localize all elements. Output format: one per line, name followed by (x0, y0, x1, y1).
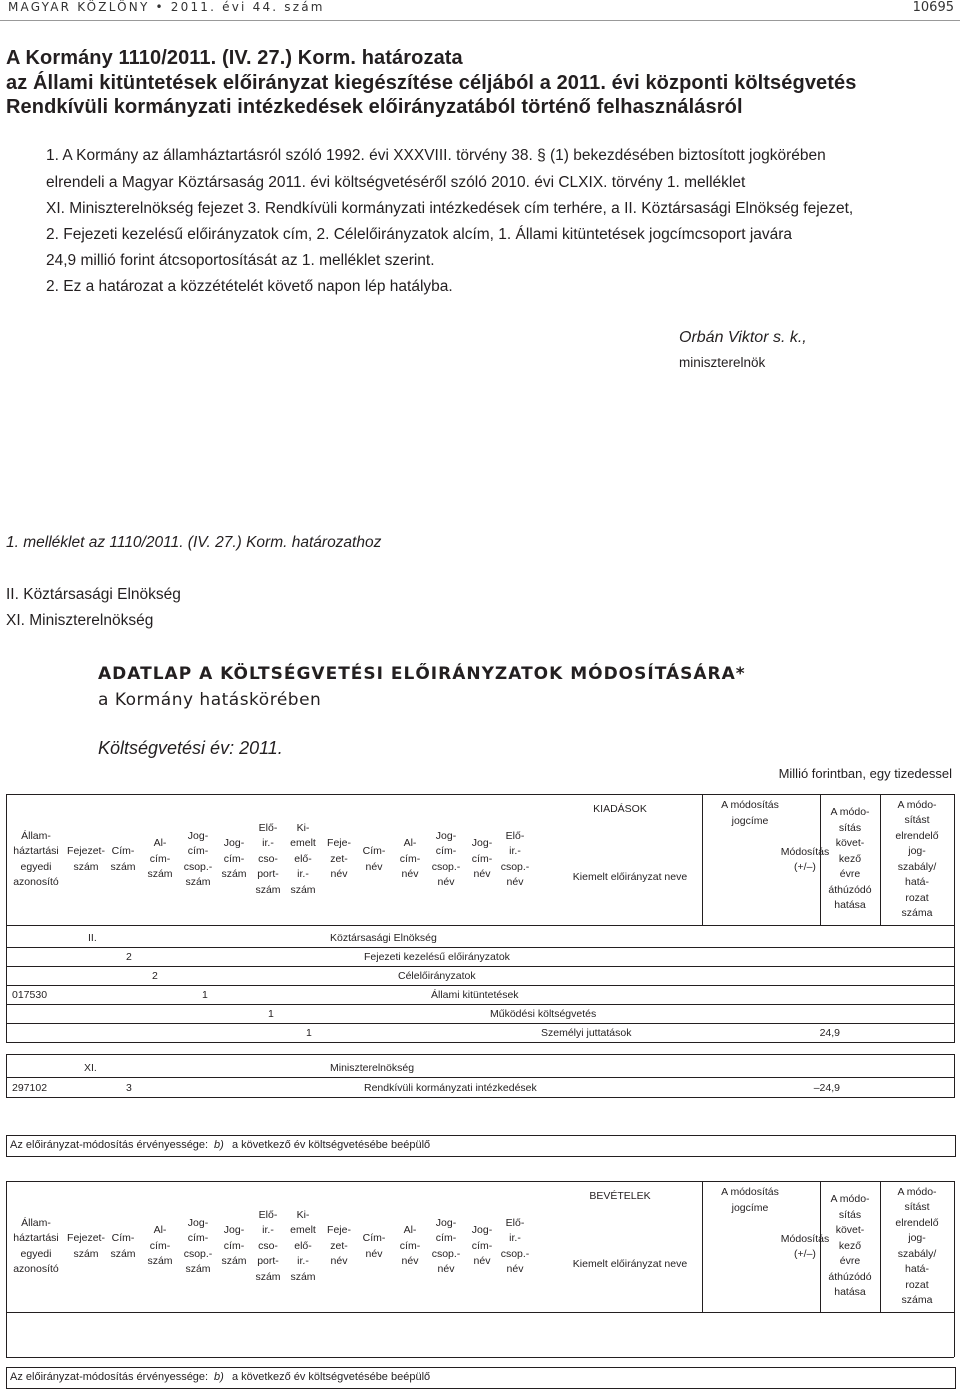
column-header-col4: Al- cím- szám (147, 1224, 173, 1268)
column-header-col1: Állam- háztartási egyedi azonosító (13, 1216, 59, 1275)
column-header-col14: Elő- ir.- csop.- név (500, 1216, 530, 1275)
column-header-modositas: Módosítás (+/–) (780, 845, 830, 873)
table-side-border (6, 1054, 7, 1098)
page-number: 10695 (912, 0, 954, 15)
section-top-border (6, 1054, 954, 1055)
column-header-col5: Jog- cím- csop.- szám (183, 829, 213, 888)
column-header-col2: Fejezet- szám (67, 1232, 105, 1260)
row-separator (6, 985, 954, 986)
body-line-3: XI. Miniszterelnökség fejezet 3. Rendkívüli kormányzati intézkedések cím terhére, a II. Köztársasági Elnökség fejezet, (46, 200, 854, 217)
cell-eic: 1 (268, 1008, 274, 1020)
header-bottom-border (6, 925, 954, 926)
form-title: ADATLAP A KÖLTSÉGVETÉSI ELŐIRÁNYZATOK MÓDOSÍTÁSÁRA* (98, 664, 746, 684)
cell-fejezet: XI. (84, 1062, 97, 1074)
column-header-col5: Jog- cím- csop.- szám (183, 1216, 213, 1275)
title-line-3: Rendkívüli kormányzati intézkedések előirányzatából történő felhasználásról (6, 96, 743, 118)
validity-label: Az előirányzat-módosítás érvényessége: (10, 1371, 209, 1383)
cell-alcim: 2 (152, 970, 158, 982)
column-header-modositas: Módosítás (+/–) (780, 1232, 830, 1260)
row-separator (6, 1077, 954, 1078)
row-value: 24,9 (819, 1027, 840, 1039)
column-header-col3: Cím- szám (110, 845, 136, 873)
table-side-border (6, 1312, 7, 1357)
table-side-border (954, 1312, 955, 1357)
section-ii: II. Köztársasági Elnökség (6, 586, 181, 603)
header-bottom-border (6, 1312, 954, 1313)
column-header-col9: Feje- zet- név (327, 1224, 351, 1268)
column-header-col13: Jog- cím- név (471, 837, 493, 881)
column-header-col1: Állam- háztartási egyedi azonosító (13, 829, 59, 888)
row-separator (6, 1023, 954, 1024)
validity-label: Az előirányzat-módosítás érvényessége: (10, 1139, 209, 1151)
validity-box-1 (6, 1135, 956, 1157)
row-name: Működési költségvetés (490, 1008, 597, 1020)
signature-role: miniszterelnök (679, 355, 766, 370)
cell-kie: 1 (306, 1027, 312, 1039)
table-side-border (954, 925, 955, 1043)
annex-title: 1. melléklet az 1110/2011. (IV. 27.) Korm. határozathoz (6, 534, 382, 551)
column-header-col6: Jog- cím- szám (221, 1224, 247, 1268)
validity-text: a következő év költségvetésébe beépülő (232, 1139, 431, 1151)
header-rule (0, 20, 960, 21)
title-line-1: A Kormány 1110/2011. (IV. 27.) Korm. határozata (6, 47, 463, 69)
row-separator (6, 1004, 954, 1005)
column-header-col11: Al- cím- név (399, 1224, 421, 1268)
section-xi: XI. Miniszterelnökség (6, 612, 154, 629)
section-header-kiadasok: KIADÁSOK (593, 803, 647, 815)
cell-azon: 017530 (12, 989, 48, 1001)
journal-header: MAGYAR KÖZLÖNY • 2011. évi 44. szám (8, 0, 325, 14)
body-line-1: 1. A Kormány az államháztartásról szóló 1992. évi XXXVIII. törvény 38. § (1) bekezdésében biztosított jogkörében (46, 147, 826, 164)
column-header-col14: Elő- ir.- csop.- név (500, 829, 530, 888)
row-name: Köztársasági Elnökség (330, 932, 437, 944)
row-separator (6, 947, 954, 948)
column-header-col2: Fejezet- szám (67, 845, 105, 873)
body-line-5: 24,9 millió forint átcsoportosítását az 1. melléklet szerint. (46, 252, 435, 269)
body-line-6: 2. Ez a határozat a közzétételét követő napon lép hatályba. (46, 278, 453, 295)
budget-year: Költségvetési év: 2011. (98, 738, 283, 758)
signature-name: Orbán Viktor s. k., (679, 329, 807, 346)
cell-azon: 297102 (12, 1082, 48, 1094)
column-header-athuzodo: A módo- sítás követ- kező évre áthúzódó hatása (828, 806, 872, 912)
table-top-border (6, 794, 954, 795)
row-separator (6, 966, 954, 967)
column-header-col6: Jog- cím- szám (221, 837, 247, 881)
cell-cim: 3 (126, 1082, 132, 1094)
table-side-border (954, 1054, 955, 1098)
column-header-col10: Cím- név (362, 845, 386, 873)
cell-jcs: 1 (202, 989, 208, 1001)
cell-cim: 2 (126, 951, 132, 963)
validity-option: b) (214, 1139, 224, 1151)
validity-box-2 (6, 1367, 956, 1389)
row-separator (6, 1097, 954, 1098)
column-header-athuzodo: A módo- sítás követ- kező évre áthúzódó hatása (828, 1193, 872, 1299)
row-name: Személyi juttatások (541, 1027, 632, 1039)
row-name: Miniszterelnökség (330, 1062, 415, 1074)
column-header-col9: Feje- zet- név (327, 837, 351, 881)
column-header-col7: Elő- ir.- cso- port- szám (255, 1208, 281, 1283)
column-header-kiemelt: Kiemelt előirányzat neve (572, 1257, 688, 1270)
column-header-kiemelt: Kiemelt előirányzat neve (572, 870, 688, 883)
column-header-col4: Al- cím- szám (147, 837, 173, 881)
column-header-col12: Jog- cím- csop.- név (431, 1216, 461, 1275)
column-header-col8: Ki- emelt elő- ir.- szám (290, 821, 316, 896)
body-line-2: elrendeli a Magyar Köztársaság 2011. évi költségvetéséről szóló 2010. évi CLXIX. törvény 1. melléklet (46, 174, 746, 191)
row-name: Fejezeti kezelésű előirányzatok (364, 951, 510, 963)
column-header-col11: Al- cím- név (399, 837, 421, 881)
column-header-col12: Jog- cím- csop.- név (431, 829, 461, 888)
row-separator (6, 1042, 954, 1043)
table-side-border (954, 1181, 955, 1312)
row-value: –24,9 (813, 1082, 840, 1094)
section-header-bevetelek: BEVÉTELEK (589, 1190, 651, 1202)
table-bottom-border (6, 1357, 954, 1358)
title-line-2: az Állami kitüntetések előirányzat kiegészítése céljából a 2011. évi központi költségvetés (6, 72, 857, 94)
cell-fejezet: II. (88, 932, 97, 944)
column-header-modositas-jogcime: A módosítás jogcíme (721, 799, 779, 827)
body-line-4: 2. Fejezeti kezelésű előirányzatok cím, 2. Célelőirányzatok alcím, 1. Állami kitüntetések jogcímcsoport javára (46, 226, 793, 243)
column-header-col8: Ki- emelt elő- ir.- szám (290, 1208, 316, 1283)
column-header-elrendelo: A módo- sítást elrendelő jog- szabály/ hatá- rozat száma (895, 1185, 939, 1306)
table-side-border (6, 925, 7, 1043)
unit-label: Millió forintban, egy tizedessel (778, 766, 952, 781)
column-header-col10: Cím- név (362, 1232, 386, 1260)
column-header-col7: Elő- ir.- cso- port- szám (255, 821, 281, 896)
column-header-col3: Cím- szám (110, 1232, 136, 1260)
row-name: Rendkívüli kormányzati intézkedések (364, 1082, 537, 1094)
column-header-col13: Jog- cím- név (471, 1224, 493, 1268)
validity-text: a következő év költségvetésébe beépülő (232, 1371, 431, 1383)
validity-option: b) (214, 1371, 224, 1383)
table-side-border (954, 794, 955, 925)
row-name: Célelőirányzatok (398, 970, 476, 982)
column-header-modositas-jogcime: A módosítás jogcíme (721, 1186, 779, 1214)
form-subtitle: a Kormány hatáskörében (98, 690, 322, 710)
table-top-border (6, 1181, 954, 1182)
column-header-elrendelo: A módo- sítást elrendelő jog- szabály/ hatá- rozat száma (895, 798, 939, 919)
row-name: Állami kitüntetések (431, 989, 519, 1001)
